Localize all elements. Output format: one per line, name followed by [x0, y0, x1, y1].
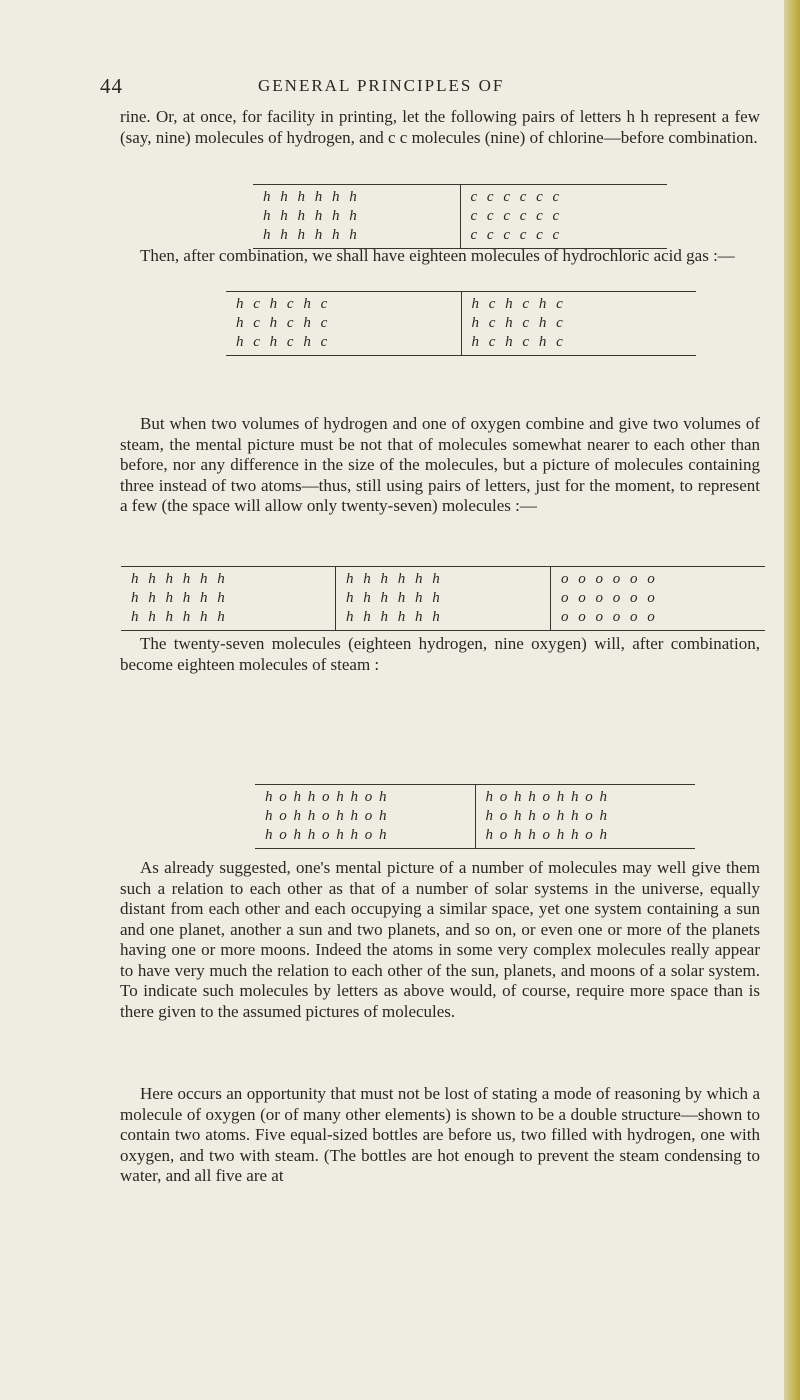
- molecule-row: h h h h h h: [131, 590, 225, 606]
- molecule-row: h o h h o h h o h: [485, 827, 607, 843]
- molecule-block-hydrogen-oxygen: [121, 566, 765, 631]
- molecule-row: h o h h o h h o h: [485, 789, 607, 805]
- molecule-row: c c c c c c: [470, 227, 560, 243]
- hydrogen-group-right: [335, 567, 550, 630]
- molecule-row: h c h c h c: [236, 296, 328, 312]
- molecule-row: h c h c h c: [236, 315, 328, 331]
- page-edge: [784, 0, 800, 1400]
- molecule-block-hydrogen-chlorine: [253, 184, 667, 249]
- hcl-group-left: [226, 292, 461, 355]
- molecule-row: h h h h h h: [131, 609, 225, 625]
- paragraph-oxygen-double: Here occurs an opportunity that must not be lost of stating a mode of reasoning by which a molecule of oxygen (or of many other elements) is shown to be a double structure—shown to contain two atoms. Five equal-sized bottles are before us, two filled with hydrogen, one with oxygen, and two with steam. (The bottles are hot enough to prevent the steam condensing to water, and all five are at: [120, 1084, 760, 1185]
- molecule-row: h h h h h h: [131, 571, 225, 587]
- molecule-row: h h h h h h: [263, 189, 357, 205]
- chlorine-group: [460, 185, 668, 248]
- paragraph-twenty-seven: The twenty-seven molecules (eighteen hydrogen, nine oxygen) will, after combination, become eighteen molecules of steam :: [120, 634, 760, 674]
- molecule-row: c c c c c c: [470, 189, 560, 205]
- hcl-group-right: [461, 292, 697, 355]
- molecule-row: o o o o o o: [561, 590, 655, 606]
- molecule-row: h o h h o h h o h: [265, 789, 387, 805]
- molecule-row: h c h c h c: [236, 334, 328, 350]
- molecule-row: h c h c h c: [471, 296, 563, 312]
- page-number: 44: [100, 74, 123, 98]
- molecule-row: h o h h o h h o h: [485, 808, 607, 824]
- hydrogen-group-left: [121, 567, 335, 630]
- molecule-row: h h h h h h: [346, 571, 440, 587]
- molecule-row: h h h h h h: [346, 609, 440, 625]
- molecule-row: c c c c c c: [470, 208, 560, 224]
- paragraph-after-combination: Then, after combination, we shall have eighteen molecules of hydrochloric acid gas :—: [140, 246, 735, 265]
- molecule-row: h o h h o h h o h: [265, 827, 387, 843]
- molecule-block-hydrochloric-acid: [226, 291, 696, 356]
- steam-group-left: [255, 785, 475, 848]
- molecule-row: h o h h o h h o h: [265, 808, 387, 824]
- molecule-block-steam: [255, 784, 695, 849]
- molecule-row: h c h c h c: [471, 315, 563, 331]
- paragraph-steam: But when two volumes of hydrogen and one of oxygen combine and give two volumes of steam, the mental picture must be not that of molecules somewhat nearer to each other than before, nor any difference in the size of the molecules, but a picture of molecules containing three instead of two atoms—thus, still using pairs of letters, just for the moment, to represent a few (the space will allow only twenty-seven) molecules :—: [120, 414, 760, 515]
- molecule-row: h c h c h c: [471, 334, 563, 350]
- paragraph-solar-systems: As already suggested, one's mental picture of a number of molecules may well give them such a relation to each other as that of a number of solar systems in the universe, equally distant from each other and each occupying a similar space, yet one system containing a sun and one planet, another a sun and two planets, and so on, or even one or more of the planets having one or more moons. Indeed the atoms in some very complex molecules really appear to have very much the relation to each other of the sun, planets, and moons of a solar system. To indicate such molecules by letters as above would, of course, require more space than is there given to the assumed pictures of molecules.: [120, 858, 760, 1021]
- molecule-row: h h h h h h: [263, 208, 357, 224]
- oxygen-group: [550, 567, 765, 630]
- hydrogen-group: [253, 185, 460, 248]
- paragraph-intro: rine. Or, at once, for facility in printing, let the following pairs of letters h h represent a few (say, nine) molecules of hydrogen, and c c molecules (nine) of chlorine—before combination.: [120, 107, 760, 147]
- molecule-row: h h h h h h: [346, 590, 440, 606]
- steam-group-right: [475, 785, 696, 848]
- page-header: [0, 74, 800, 98]
- molecule-row: o o o o o o: [561, 609, 655, 625]
- molecule-row: o o o o o o: [561, 571, 655, 587]
- molecule-row: h h h h h h: [263, 227, 357, 243]
- running-head: GENERAL PRINCIPLES OF: [258, 76, 505, 95]
